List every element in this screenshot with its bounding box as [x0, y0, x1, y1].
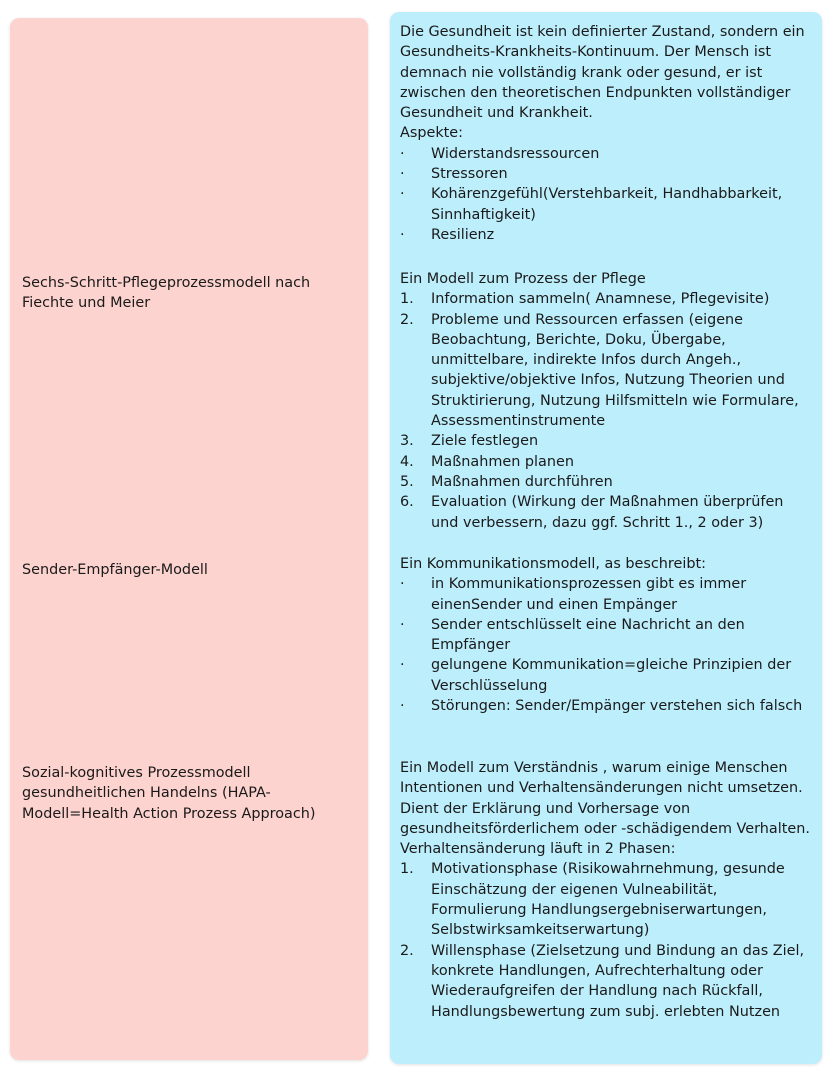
list-number: 6.	[400, 494, 414, 511]
list-item	[400, 492, 815, 533]
list-item-text: Resilienz	[431, 226, 495, 243]
bullet-marker: ·	[400, 576, 405, 593]
list-item-text: Störungen: Sender/Empänger verstehen sich falsch	[431, 698, 803, 715]
bullet-marker: ·	[400, 698, 405, 715]
bullet-list	[400, 144, 815, 245]
definition-block-1	[400, 269, 815, 533]
bullet-list	[400, 574, 815, 716]
bullet-marker: ·	[400, 616, 405, 633]
list-item-text: in Kommunikationsprozessen gibt es immer einenSender und einen Empänger	[431, 576, 747, 613]
list-item	[400, 184, 815, 225]
list-item	[400, 452, 815, 472]
list-item	[400, 289, 815, 309]
definition-block-2	[400, 554, 815, 716]
definition-subheading: Aspekte:	[400, 125, 464, 142]
numbered-list	[400, 289, 815, 533]
definition-intro: Ein Kommunikationsmodell, as beschreibt:	[400, 556, 706, 572]
list-item	[400, 144, 815, 164]
list-item-text: Sender entschlüsselt eine Nachricht an den Empfänger	[431, 616, 745, 654]
list-item	[400, 655, 815, 696]
bullet-marker: ·	[400, 166, 405, 183]
definition-intro: Ein Modell zum Prozess der Pflege	[400, 271, 646, 287]
term-column	[10, 18, 368, 1060]
term-hapa-modell: Sozial-kognitives Prozessmodell gesundheitlichen Handelns (HAPA-Modell=Health Action Prozess Approach)	[22, 765, 316, 822]
list-item	[400, 472, 815, 492]
list-item	[400, 941, 815, 1022]
list-item	[400, 164, 815, 184]
bullet-marker: ·	[400, 186, 405, 203]
list-number: 1.	[400, 861, 414, 878]
bullet-marker: ·	[400, 226, 405, 243]
list-item-text: Stressoren	[431, 166, 508, 183]
bullet-marker: ·	[400, 657, 405, 674]
list-item-text: Widerstandsressourcen	[431, 145, 600, 162]
list-item	[400, 310, 815, 432]
list-item-text: Kohärenzgefühl(Verstehbarkeit, Handhabbarkeit, Sinnhaftigkeit)	[431, 186, 783, 223]
bullet-marker: ·	[400, 145, 405, 162]
list-item-text: gelungene Kommunikation=gleiche Prinzipien der Verschlüsselung	[431, 657, 792, 694]
list-item-text: Maßnahmen planen	[431, 453, 574, 470]
list-number: 1.	[400, 291, 414, 308]
list-number: 5.	[400, 473, 414, 490]
definition-block-3	[400, 758, 815, 1022]
list-number: 4.	[400, 453, 414, 470]
list-item-text: Motivationsphase (Risikowahrnehmung, gesunde Einschätzung der eigenen Vulneabilität, Formulierung Handlungsergebniserwartungen, Selbstwirksamkeitserwartung)	[431, 861, 785, 939]
term-sender-empfaenger-modell: Sender-Empfänger-Modell	[22, 562, 208, 578]
numbered-list	[400, 859, 815, 1021]
list-item-text: Willensphase (Zielsetzung und Bindung an das Ziel, konkrete Handlungen, Aufrechterhaltung oder Wiederaufgreifen der Handlung nach Rückfall, Handlungsbewertung zum subj. erlebten Nutzen	[431, 942, 805, 1020]
list-number: 2.	[400, 311, 414, 328]
list-number: 2.	[400, 942, 414, 959]
term-sechs-schritt-pflegeprozessmodell: Sechs-Schritt-Pflegeprozessmodell nach Fiechte und Meier	[22, 275, 311, 312]
list-item	[400, 225, 815, 245]
definition-subheading: Verhaltensänderung läuft in 2 Phasen:	[400, 841, 676, 858]
list-item-text: Ziele festlegen	[431, 433, 539, 450]
list-item-text: Evaluation (Wirkung der Maßnahmen überprüfen und verbessern, dazu ggf. Schritt 1., 2 oder 3)	[431, 494, 784, 531]
definition-block-0	[400, 22, 815, 245]
list-number: 3.	[400, 433, 414, 450]
list-item-text: Probleme und Ressourcen erfassen (eigene Beobachtung, Berichte, Doku, Übergabe, unmittelbare, indirekte Infos durch Angeh., subjektive/objektive Infos, Nutzung Theorien und Struktirierung, Nutzung Hilfsmitteln wie Formulare, Assessmentinstrumente	[431, 311, 799, 430]
list-item	[400, 574, 815, 615]
list-item-text: Information sammeln( Anamnese, Pflegevisite)	[431, 291, 770, 308]
definition-intro: Ein Modell zum Verständnis , warum einige Menschen Intentionen und Verhaltensänderungen nicht umsetzen. Dient der Erklärung und Vorhersage von gesundheitsförderlichem oder -schädigendem Verhalten.	[400, 760, 810, 837]
list-item	[400, 696, 815, 716]
list-item	[400, 431, 815, 451]
list-item	[400, 859, 815, 940]
list-item-text: Maßnahmen durchführen	[431, 473, 613, 490]
list-item	[400, 615, 815, 656]
definition-intro: Die Gesundheit ist kein definierter Zustand, sondern ein Gesundheits-Krankheits-Kontinuum. Der Mensch ist demnach nie vollständig krank oder gesund, er ist zwischen den theoretischen Endpunkten vollständiger Gesundheit und Krankheit.	[400, 24, 805, 122]
